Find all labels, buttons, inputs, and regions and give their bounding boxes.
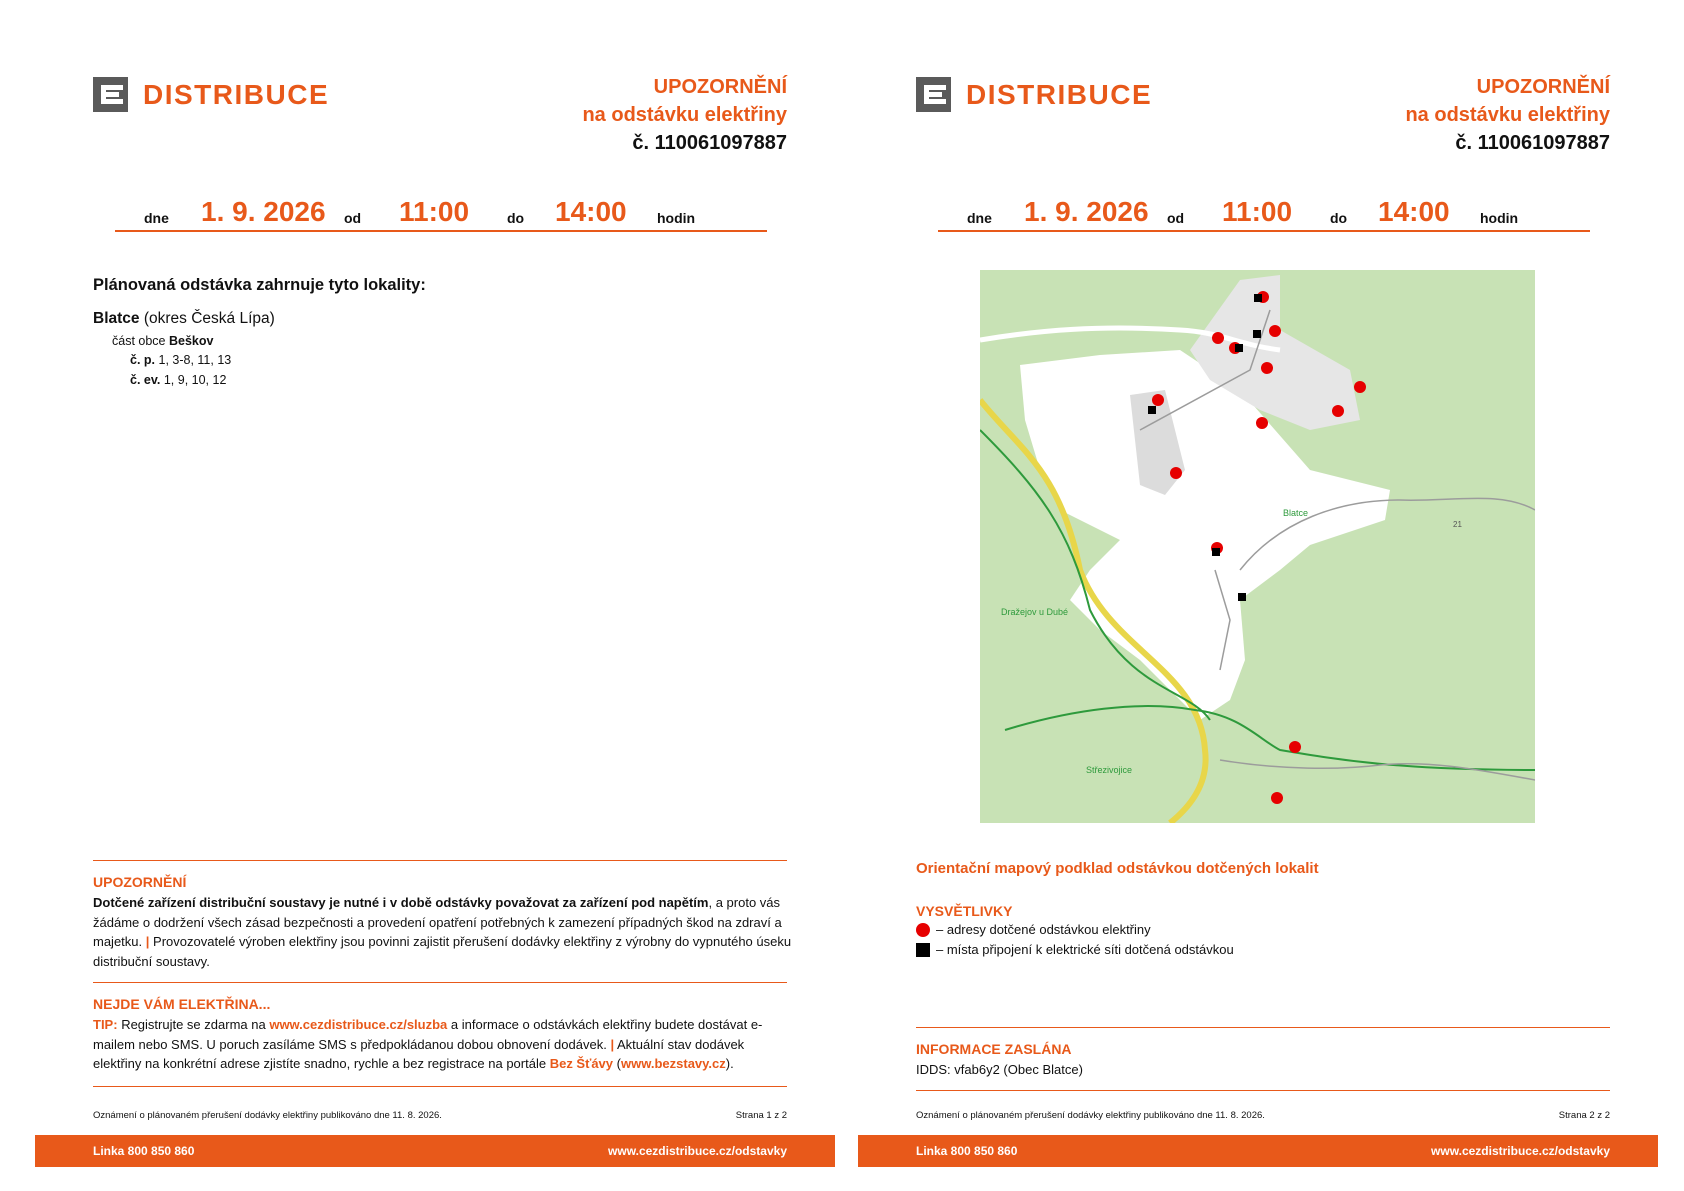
outage-map[interactable] bbox=[980, 270, 1535, 823]
red-dot-icon bbox=[916, 923, 930, 937]
cez-logo-icon bbox=[916, 77, 951, 112]
od-label: od bbox=[1167, 210, 1185, 226]
bez-stavy-link[interactable]: Bez Šťávy bbox=[549, 1056, 614, 1071]
paren-close: ). bbox=[725, 1056, 734, 1071]
location-ce bbox=[130, 373, 226, 387]
do-label: do bbox=[1330, 210, 1348, 226]
no-power-title: NEJDE VÁM ELEKTŘINA... bbox=[93, 996, 271, 1012]
notice-subtitle: na odstávku elektřiny bbox=[582, 104, 787, 126]
legend-item-2: – místa připojení k elektrické síti dotčená odstávkou bbox=[936, 942, 1234, 957]
part-name: Beškov bbox=[169, 334, 214, 348]
cez-logo-icon bbox=[93, 77, 128, 112]
district-name: (okres Česká Lípa) bbox=[143, 310, 275, 327]
separator: | bbox=[610, 1036, 615, 1052]
notice-page-2 bbox=[835, 0, 1665, 1191]
ce-values: 1, 9, 10, 12 bbox=[163, 373, 227, 387]
outage-to: 14:00 bbox=[1378, 196, 1450, 227]
ce-label: č. ev. bbox=[130, 373, 161, 387]
warning-text-2: Provozovatelé výroben elektřiny jsou povinni zajistit přerušení dodávky elektřiny z výrobny do vypnutého úseku distribuční soustavy. bbox=[93, 934, 792, 969]
cp-label: č. p. bbox=[130, 353, 156, 367]
location-city bbox=[93, 310, 275, 328]
part-label: část obce bbox=[112, 334, 166, 348]
map-label-strezivojice: Střezivojice bbox=[1086, 765, 1133, 775]
notice-header bbox=[512, 73, 787, 157]
city-name: Blatce bbox=[93, 310, 140, 327]
hodin-label: hodin bbox=[657, 210, 696, 226]
legend-item-addresses bbox=[916, 922, 1151, 937]
service-link[interactable]: www.cezdistribuce.cz/sluzba bbox=[269, 1017, 448, 1032]
do-label: do bbox=[507, 210, 525, 226]
legend-item-connections bbox=[916, 942, 1234, 957]
info-title: INFORMACE ZASLÁNA bbox=[916, 1041, 1072, 1057]
warning-bold: Dotčené zařízení distribuční soustavy je nutné i v době odstávky považovat za zařízení pod napětím bbox=[93, 895, 709, 910]
notice-number: č. 110061097887 bbox=[1455, 132, 1610, 154]
notice-title: UPOZORNĚNÍ bbox=[653, 76, 787, 98]
publication-note: Oznámení o plánovaném přerušení dodávky elektřiny publikováno dne 11. 8. 2026. bbox=[93, 1110, 442, 1121]
cp-values: 1, 3-8, 11, 13 bbox=[158, 353, 232, 367]
hotline: Linka 800 850 860 bbox=[93, 1144, 195, 1158]
black-square-icon bbox=[916, 943, 930, 957]
hodin-label: hodin bbox=[1480, 210, 1519, 226]
location-part bbox=[112, 334, 213, 348]
page-number: Strana 1 z 2 bbox=[735, 1110, 787, 1121]
outages-link[interactable]: www.cezdistribuce.cz/odstavky bbox=[608, 1144, 787, 1158]
outage-dateline bbox=[938, 196, 1590, 232]
outage-date: 1. 9. 2026 bbox=[201, 196, 326, 227]
brand-name: DISTRIBUCE bbox=[966, 78, 1153, 110]
info-text: IDDS: vfab6y2 (Obec Blatce) bbox=[916, 1062, 1083, 1077]
map-label-drazejov: Dražejov u Dubé bbox=[1001, 607, 1069, 617]
warning-title: UPOZORNĚNÍ bbox=[93, 874, 187, 890]
bezstavy-url-link[interactable]: www.bezstavy.cz bbox=[621, 1056, 726, 1071]
notice-title: UPOZORNĚNÍ bbox=[1476, 76, 1610, 98]
no-power-text-2: a informace o odstávkách elektřiny budete dostávat e-mailem nebo SMS. U poruch zasíláme SMS s předpokládanou dobou obnovení dodávek. bbox=[93, 1017, 763, 1052]
divider bbox=[916, 1090, 1610, 1091]
bottom-bar bbox=[858, 1135, 1658, 1167]
brand-logo bbox=[93, 77, 329, 112]
outage-from: 11:00 bbox=[399, 196, 470, 227]
dne-label: dne bbox=[144, 210, 169, 226]
notice-subtitle: na odstávku elektřiny bbox=[1405, 104, 1610, 126]
locations-title: Plánovaná odstávka zahrnuje tyto lokality: bbox=[93, 276, 426, 294]
od-label: od bbox=[344, 210, 362, 226]
warning-text-1: , a proto vás žádáme o dodržení všech zásad bezpečnosti a provedení opatření potřebných k zamezení případných škod na zdraví a majetku. bbox=[93, 895, 782, 949]
bottom-bar bbox=[35, 1135, 835, 1167]
publication-note: Oznámení o plánovaném přerušení dodávky elektřiny publikováno dne 11. 8. 2026. bbox=[916, 1110, 1265, 1121]
warning-text bbox=[93, 893, 793, 971]
tip-label: TIP: bbox=[93, 1017, 118, 1032]
location-cp bbox=[130, 353, 231, 367]
map-title: Orientační mapový podklad odstávkou dotčených lokalit bbox=[916, 860, 1319, 877]
hotline: Linka 800 850 860 bbox=[916, 1144, 1018, 1158]
divider bbox=[916, 1027, 1610, 1028]
no-power-text bbox=[93, 1015, 793, 1074]
divider bbox=[93, 982, 787, 983]
notice-number: č. 110061097887 bbox=[632, 132, 787, 154]
notice-page-1 bbox=[12, 0, 842, 1191]
paren-open: ( bbox=[616, 1056, 621, 1071]
legend-title: VYSVĚTLIVKY bbox=[916, 903, 1013, 919]
divider bbox=[93, 860, 787, 861]
divider bbox=[93, 1086, 787, 1087]
map-label-blatce: Blatce bbox=[1283, 508, 1309, 518]
outages-link[interactable]: www.cezdistribuce.cz/odstavky bbox=[1431, 1144, 1610, 1158]
brand-logo bbox=[916, 77, 1152, 112]
no-power-text-3: Aktuální stav dodávek elektřiny na konkrétní adrese zjistíte snadno, rychle a bez registrace na portále bbox=[93, 1036, 745, 1071]
map-road-number: 21 bbox=[1453, 520, 1462, 529]
outage-to: 14:00 bbox=[555, 196, 627, 227]
no-power-text-1: Registrujte se zdarma na bbox=[121, 1017, 266, 1032]
page-number: Strana 2 z 2 bbox=[1558, 1110, 1610, 1121]
legend-item-1: – adresy dotčené odstávkou elektřiny bbox=[936, 922, 1151, 937]
outage-dateline bbox=[115, 196, 767, 232]
map-green-path bbox=[1005, 706, 1535, 770]
outage-from: 11:00 bbox=[1222, 196, 1293, 227]
notice-header bbox=[1335, 73, 1610, 157]
map-graphic bbox=[980, 270, 1535, 823]
brand-name: DISTRIBUCE bbox=[143, 78, 330, 110]
dne-label: dne bbox=[967, 210, 992, 226]
separator: | bbox=[145, 934, 150, 949]
outage-date: 1. 9. 2026 bbox=[1024, 196, 1149, 227]
